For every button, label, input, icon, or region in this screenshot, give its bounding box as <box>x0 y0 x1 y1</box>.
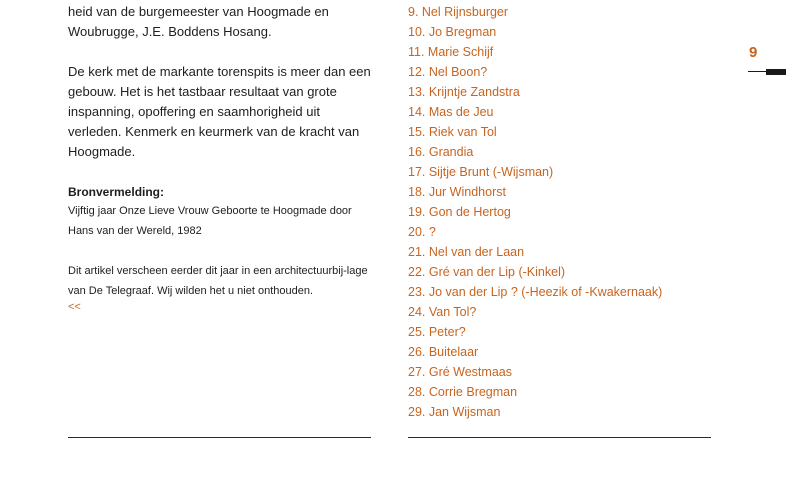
list-item: 26. Buitelaar <box>408 345 479 359</box>
source-heading: Bronvermelding: <box>68 185 165 199</box>
list-item: 22. Gré van der Lip (-Kinkel) <box>408 265 566 279</box>
page-number: 9 <box>749 44 758 61</box>
back-link[interactable]: << <box>68 301 81 313</box>
list-item: 24. Van Tol? <box>408 305 477 319</box>
list-item: 20. ? <box>408 225 436 239</box>
list-item: 12. Nel Boon? <box>408 65 488 79</box>
list-item: 29. Jan Wijsman <box>408 405 501 419</box>
left-divider <box>68 437 371 438</box>
list-item: 10. Jo Bregman <box>408 25 497 39</box>
list-item: 9. Nel Rijnsburger <box>408 5 509 19</box>
list-item: 23. Jo van der Lip ? (-Heezik of -Kwakernaak) <box>408 285 663 299</box>
list-item: 28. Corrie Bregman <box>408 385 518 399</box>
list-item: 19. Gon de Hertog <box>408 205 511 219</box>
list-item: 18. Jur Windhorst <box>408 185 506 199</box>
list-item: 15. Riek van Tol <box>408 125 497 139</box>
list-item: 21. Nel van der Laan <box>408 245 525 259</box>
list-item: 27. Gré Westmaas <box>408 365 512 379</box>
list-item: 14. Mas de Jeu <box>408 105 494 119</box>
list-item: 17. Sijtje Brunt (-Wijsman) <box>408 165 554 179</box>
paragraph-church: De kerk met de markante torenspits is meer dan een gebouw. Het is het tastbaar resultaat van grote inspanning, opoffering en saamhorigheid uit verleden. Kenmerk en keurmerk van de kracht van Hoogmade. <box>68 64 371 159</box>
list-item: 16. Grandia <box>408 145 474 159</box>
right-divider <box>408 437 711 438</box>
page-marker-bar <box>766 69 786 75</box>
paragraph-mayor: heid van de burgemeester van Hoogmade en Woubrugge, J.E. Boddens Hosang. <box>68 4 329 39</box>
source-text: Vijftig jaar Onze Lieve Vrouw Geboorte te Hoogmade door Hans van der Wereld, 1982 <box>68 205 352 237</box>
list-item: 25. Peter? <box>408 325 466 339</box>
list-item: 13. Krijntje Zandstra <box>408 85 520 99</box>
left-column <box>68 2 373 313</box>
article-note: Dit artikel verscheen eerder dit jaar in een architectuurbij-lage van De Telegraaf. Wij wilden het u niet onthouden. <box>68 265 368 297</box>
page-marker-line <box>748 71 766 72</box>
names-list <box>408 2 662 422</box>
list-item: 11. Marie Schijf <box>408 45 494 59</box>
